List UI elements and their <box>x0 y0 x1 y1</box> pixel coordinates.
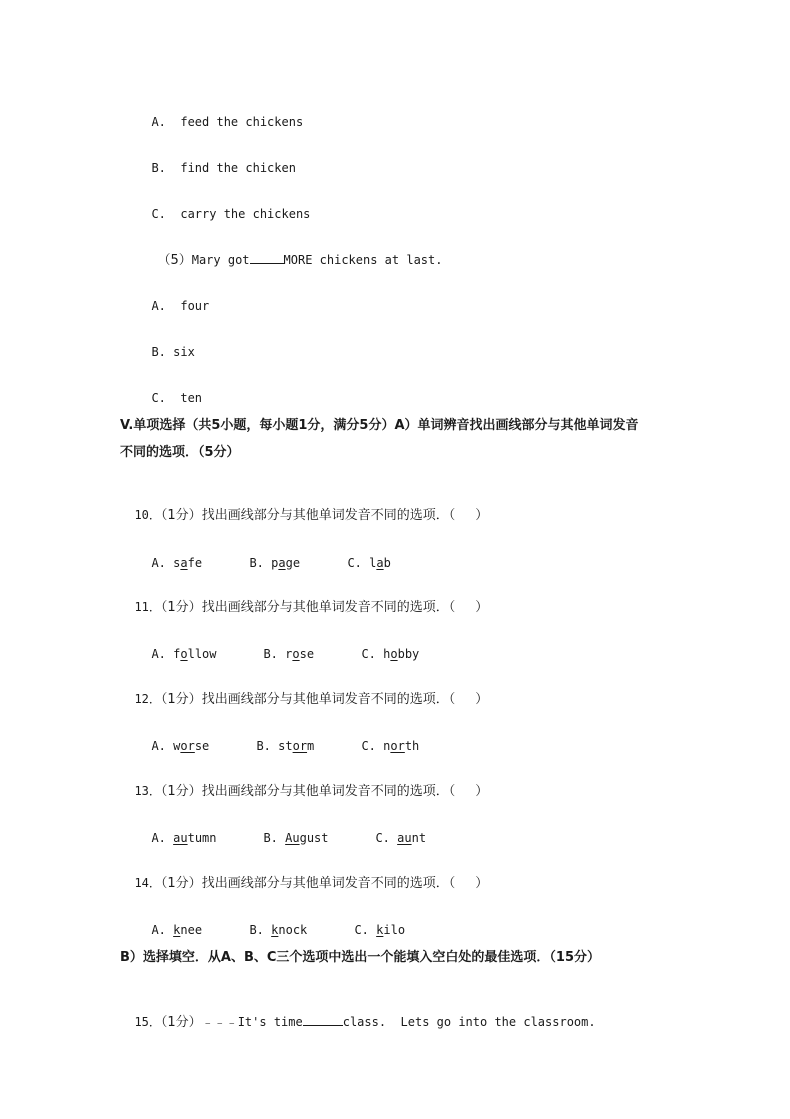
question-12-options: A. worse B. storm C. north <box>151 739 420 753</box>
question-5: （5）Mary got MORE chickens at last. <box>157 253 443 268</box>
option-b: B. six <box>151 345 195 359</box>
option-c: C. carry the chickens <box>151 207 311 221</box>
option-b: B. find the chicken <box>151 161 296 175</box>
question-10-options: A. safe B. page C. lab <box>151 556 391 570</box>
section-heading-cont: 不同的选项．（5分） <box>120 445 240 460</box>
question-14-options: A. knee B. knock C. kilo <box>151 923 406 937</box>
option-a: A. four <box>151 299 210 313</box>
question-11-options: A. follow B. rose C. hobby <box>151 647 420 661</box>
answer-blank <box>250 252 284 264</box>
section-b-heading: B）选择填空．从A、B、C三个选项中选出一个能填入空白处的最佳选项．（15分） <box>120 950 601 965</box>
question-14: 14．（1分）找出画线部分与其他单词发音不同的选项．（ ） <box>134 876 489 891</box>
question-13: 13．（1分）找出画线部分与其他单词发音不同的选项．（ ） <box>134 784 489 799</box>
question-11: 11．（1分）找出画线部分与其他单词发音不同的选项．（ ） <box>134 600 489 615</box>
option-a: A. feed the chickens <box>151 115 304 129</box>
question-13-options: A. autumn B. August C. aunt <box>151 831 427 845</box>
question-15: 15．（1分）﹣﹣﹣It's time class. Lets go into the classroom. <box>134 1015 596 1030</box>
question-10: 10．（1分）找出画线部分与其他单词发音不同的选项．（ ） <box>134 508 489 523</box>
answer-blank <box>303 1014 343 1026</box>
section-heading: V.单项选择（共5小题，每小题1分，满分5分）A）单词辨音找出画线部分与其他单词发音 <box>120 418 639 433</box>
option-c: C. ten <box>151 391 203 405</box>
question-12: 12．（1分）找出画线部分与其他单词发音不同的选项．（ ） <box>134 692 489 707</box>
